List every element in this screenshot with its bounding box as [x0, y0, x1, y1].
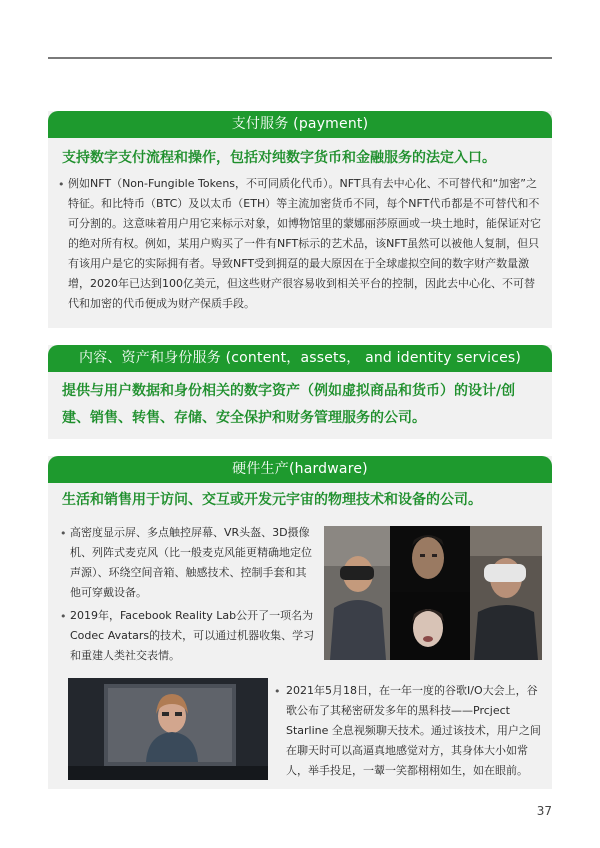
content-section-title: 内容、资产和身份服务 (content，assets， and identity services) — [48, 345, 552, 372]
hardware-section-title: 硬件生产(hardware) — [48, 456, 552, 483]
starline-illustration — [68, 678, 268, 780]
content-lead: 提供与用户数据和身份相关的数字资产（例如虚拟商品和货币）的设计/创建、销售、转售、存储、安全保护和财务管理服务的公司。 — [62, 383, 516, 426]
content-section — [48, 345, 552, 439]
payment-section — [48, 111, 552, 328]
hardware-item-codec-avatars: 2019年，Facebook Reality Lab公开了一项名为Codec Avatars的技术，可以通过机器收集、学习和重建人类社交表情。 — [70, 609, 315, 662]
payment-body: 例如NFT（Non-Fungible Tokens，不可同质化代币）。NFT具有去中心化、不可替代和“加密”之特征。和比特币（BTC）及以太币（ETH）等主流加密货币不同，每个NFT代币都是不可替代和不可分割的。这意味着用户用它来标示对象，如博物馆里的蒙娜丽莎原画或一块土地时，能保证对它的绝对所有权。例如，某用户购买了一件有NFT标示的艺术品，该NFT虽然可以被他人复制，但只有该用户是它的实际拥有者。导致NFT受到拥趸的最大原因在于全球虚拟空间的数字财产数量激增，2020年已达到100亿美元，但这些财产很容易收到相关平台的控制，因此去中心化、不可替代和加密的代币便成为财产保质手段。 — [68, 177, 541, 310]
hardware-item-devices: 高密度显示屏、多点触控屏幕、VR头盔、3D摄像机、列阵式麦克风（比一般麦克风能更精确地定位声源）、环绕空间音箱、触感技术、控制手套和其他可穿戴设备。 — [70, 526, 312, 599]
payment-lead: 支持数字支付流程和操作，包括对纯数字货币和金融服务的法定入口。 — [62, 150, 496, 166]
hardware-section — [48, 456, 552, 789]
bullet-icon: • — [60, 610, 67, 623]
vr-avatar-photo — [324, 526, 542, 660]
hardware-lead: 生活和销售用于访问、交互或开发元宇宙的物理技术和设备的公司。 — [62, 492, 482, 508]
bullet-icon: • — [60, 527, 67, 540]
vr-avatar-illustration — [324, 526, 542, 660]
top-divider — [48, 57, 552, 59]
bullet-icon: • — [274, 685, 281, 698]
payment-section-title: 支付服务 (payment) — [48, 111, 552, 138]
starline-photo — [68, 678, 268, 780]
bullet-icon: • — [58, 178, 65, 191]
hardware-item-starline: 2021年5月18日，在一年一度的谷歌I/O大会上，谷歌公布了其秘密研发多年的黑科技——Prcject Starline 全息视频聊天技术。通过该技术，用户之间在聊天时可以高逼真地感觉对方，其身体大小如常人，举手投足，一颦一笑都栩栩如生，如在眼前。 — [286, 684, 541, 777]
page-number: 37 — [536, 804, 552, 818]
